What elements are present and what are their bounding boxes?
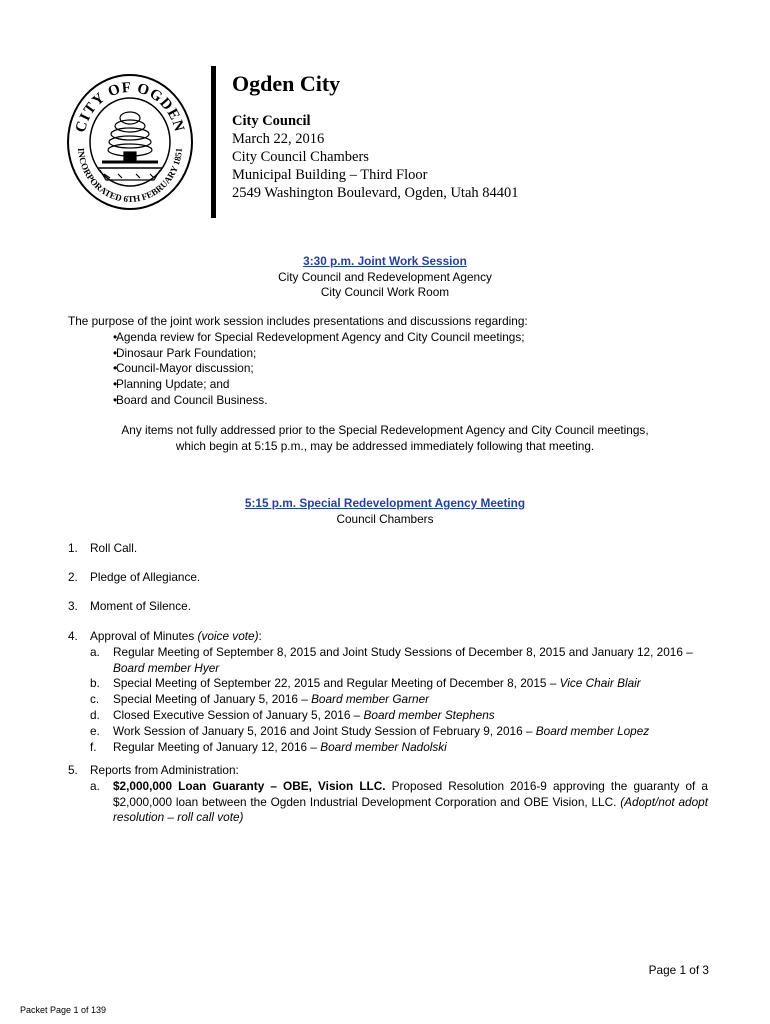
sub-text: Regular Meeting of September 8, 2015 and Joint Study Sessions of December 8, 2015 and January 12, 2016 – xyxy=(113,644,693,659)
agenda-item-5 xyxy=(68,763,708,826)
sub-assignee: Board member Hyer xyxy=(113,660,220,675)
note-line-2: which begin at 5:15 p.m., may be addressed immediately following that meeting. xyxy=(175,438,595,453)
seal-top-text: CITY OF OGDEN xyxy=(72,79,188,135)
sub-assignee: Vice Chair Blair xyxy=(559,676,641,691)
work-session-purpose xyxy=(68,314,708,409)
list-item: • Board and Council Business. xyxy=(68,393,708,409)
location-line-1: City Council Chambers xyxy=(232,149,369,165)
sub-letter: b. xyxy=(90,676,100,691)
beehive-icon xyxy=(98,112,162,180)
purpose-intro: The purpose of the joint work session includes presentations and discussions regarding: xyxy=(68,314,528,328)
rda-heading xyxy=(0,496,770,527)
sub-text: Closed Executive Session of January 5, 2016 – xyxy=(113,707,364,722)
work-session-heading xyxy=(0,254,770,301)
sub-letter: f. xyxy=(90,739,97,754)
meeting-date: March 22, 2016 xyxy=(232,131,325,147)
sub-letter: e. xyxy=(90,723,100,738)
sub-text: Proposed Resolution 2016-9 approving the guaranty of a $2,000,000 loan between the Ogden Industrial Development Corporation and OBE Vision, LLC. xyxy=(113,778,708,809)
item-colon: : xyxy=(258,629,262,643)
purpose-list xyxy=(68,330,708,409)
sub-letter: d. xyxy=(90,707,100,722)
city-seal-logo xyxy=(66,70,194,210)
item-number: 5. xyxy=(68,763,78,777)
sub-heading: $2,000,000 Loan Guaranty – OBE, Vision LLC. xyxy=(113,778,386,793)
agenda-item-1 xyxy=(68,541,708,557)
sub-assignee: Board member Stephens xyxy=(363,707,495,722)
minutes-item-f xyxy=(68,740,708,756)
item-text: Pledge of Allegiance. xyxy=(90,570,201,584)
minutes-item-a xyxy=(68,645,708,677)
work-session-line-1: City Council and Redevelopment Agency xyxy=(278,269,492,284)
work-session-line-2: City Council Work Room xyxy=(320,285,450,299)
sub-assignee: Board member Garner xyxy=(311,692,430,707)
item-note: (voice vote) xyxy=(197,629,259,643)
item-text xyxy=(90,629,708,645)
minutes-item-e xyxy=(68,724,708,740)
minutes-item-b xyxy=(68,676,708,692)
sub-assignee: Board member Lopez xyxy=(535,723,650,738)
item-label: Approval of Minutes xyxy=(90,629,195,643)
minutes-item-d xyxy=(68,708,708,724)
sub-text: Special Meeting of January 5, 2016 – xyxy=(113,692,312,707)
item-number: 1. xyxy=(68,541,78,555)
location-line-2: Municipal Building – Third Floor xyxy=(232,167,428,183)
sub-text: Work Session of January 5, 2016 and Joint Study Session of February 9, 2016 – xyxy=(113,723,536,738)
work-session-title: 3:30 p.m. Joint Work Session xyxy=(303,254,467,268)
sub-letter: a. xyxy=(90,778,100,793)
list-item: • Agenda review for Special Redevelopment Agency and City Council meetings; xyxy=(68,330,708,346)
meeting-header xyxy=(232,70,519,202)
minutes-item-c xyxy=(68,692,708,708)
agenda-item-2 xyxy=(68,570,708,586)
org-title: Ogden City xyxy=(232,71,341,96)
report-item-a xyxy=(68,779,708,826)
item-number: 3. xyxy=(68,599,78,613)
item-text: Reports from Administration: xyxy=(90,763,239,777)
list-item: • Council-Mayor discussion; xyxy=(68,361,708,377)
body-name: City Council xyxy=(232,113,311,129)
packet-page: Packet Page 1 of 139 xyxy=(20,1005,107,1015)
item-text: Moment of Silence. xyxy=(90,599,191,613)
list-item: • Dinosaur Park Foundation; xyxy=(68,346,708,362)
sub-note: (Adopt/not adopt resolution – roll call vote) xyxy=(113,794,709,825)
sub-letter: a. xyxy=(90,644,100,659)
agenda-item-3 xyxy=(68,599,708,615)
seal-bottom-text: INCORPORATED 6TH FEBRUARY 1851 xyxy=(76,147,185,205)
item-number: 2. xyxy=(68,570,78,584)
sub-text: Regular Meeting of January 12, 2016 – xyxy=(113,739,321,754)
address: 2549 Washington Boulevard, Ogden, Utah 84401 xyxy=(232,185,519,201)
list-item: • Planning Update; and xyxy=(68,377,708,393)
work-session-note xyxy=(0,423,770,454)
sub-assignee: Board member Nadolski xyxy=(320,739,447,754)
sub-letter: c. xyxy=(90,692,100,707)
rda-title: 5:15 p.m. Special Redevelopment Agency Meeting xyxy=(244,496,526,510)
agenda-item-4 xyxy=(68,629,708,755)
item-number: 4. xyxy=(68,629,78,643)
item-text: Roll Call. xyxy=(90,541,138,555)
svg-text:CITY OF OGDEN xyxy=(73,80,187,134)
note-line-1: Any items not fully addressed prior to the Special Redevelopment Agency and City Council meetings, xyxy=(121,423,649,437)
rda-subtitle: Council Chambers xyxy=(336,511,434,526)
header-divider xyxy=(211,66,216,218)
sub-text: Special Meeting of September 22, 2015 and Regular Meeting of December 8, 2015 – xyxy=(113,676,560,691)
page-number: Page 1 of 3 xyxy=(648,963,709,977)
